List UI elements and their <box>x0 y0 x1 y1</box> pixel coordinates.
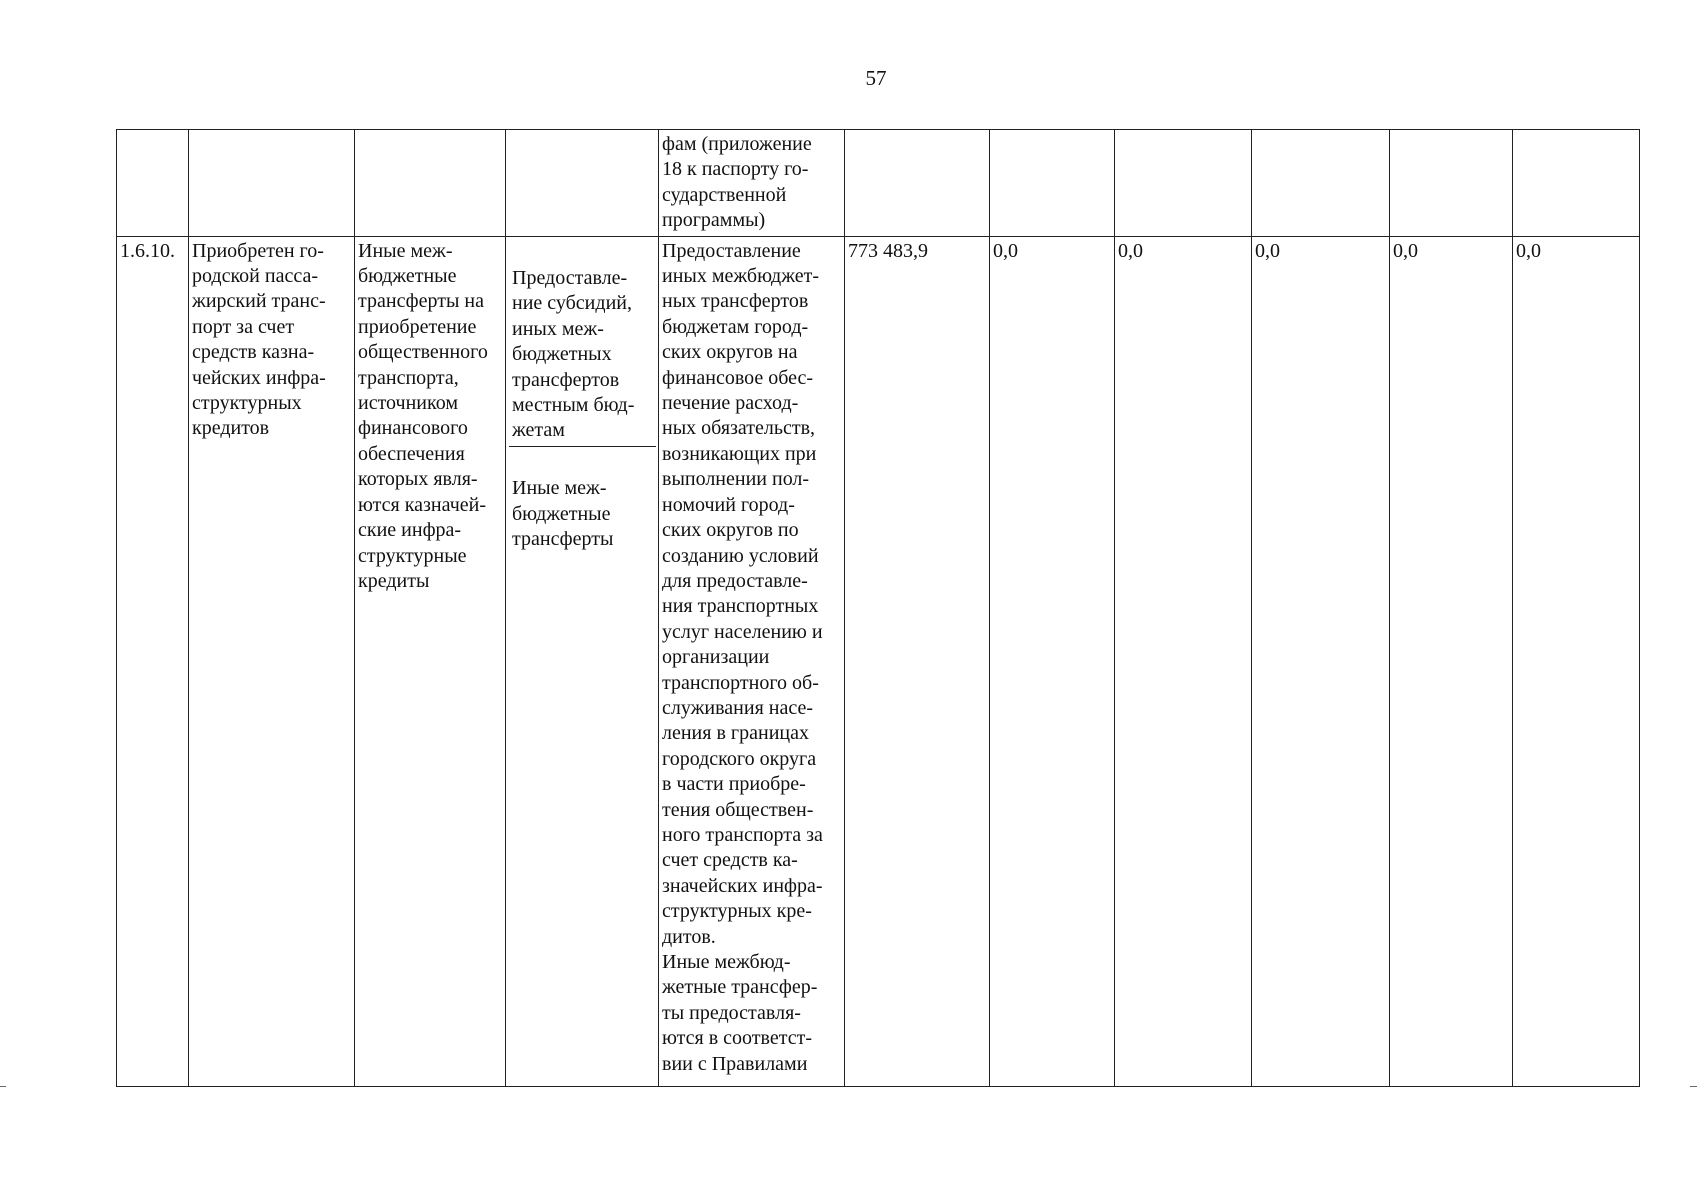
cell-event-empty <box>189 130 355 237</box>
cell-amount-3: 0,0 <box>1115 236 1252 1086</box>
cell-amount-2-empty <box>990 130 1115 237</box>
cell-amount-3-empty <box>1115 130 1252 237</box>
scan-edge-mark-left <box>0 1086 6 1087</box>
direction-other-transfers: Иные меж- бюджетные трансферты <box>512 477 614 551</box>
cell-direction <box>506 236 659 1086</box>
page-number: 57 <box>865 66 887 90</box>
cell-amount-total-empty <box>845 130 990 237</box>
cell-amount-6: 0,0 <box>1513 236 1640 1086</box>
cell-direction-empty <box>506 130 659 237</box>
cell-amount-4-empty <box>1252 130 1390 237</box>
cell-transfer-type: Иные меж- бюджетные трансферты на приобретение общественного транспорта, источником финансового обеспечения которых явля- ются казначей- ские инфра- структурные кредиты <box>355 236 506 1086</box>
table-row-1-6-10 <box>117 236 1640 1086</box>
cell-description-continuation: фам (приложение 18 к паспорту го- сударственной программы) <box>659 130 845 237</box>
scan-edge-mark-right <box>1690 1086 1697 1087</box>
cell-amount-5-empty <box>1390 130 1513 237</box>
program-activities-table <box>116 129 1640 1087</box>
cell-amount-2: 0,0 <box>990 236 1115 1086</box>
cell-item-number: 1.6.10. <box>117 236 189 1086</box>
cell-amount-total: 773 483,9 <box>845 236 990 1086</box>
continuation-row <box>117 130 1640 237</box>
cell-event-name: Приобретен го- родской пасса- жирский транс- порт за счет средств казна- чейских инфра- структурных кредитов <box>189 236 355 1086</box>
cell-amount-6-empty <box>1513 130 1640 237</box>
cell-description: Предоставление иных межбюджет- ных трансфертов бюджетам город- ских округов на финансовое обес- печение расход- ных обязательств, возникающих при выполнении пол- номочий город- ских округов по созданию условий для предоставле- ния транспортных услуг населению и организации транспортного об- служивания насе- ления в границах городского округа в части приобре- тения обществен- ного транспорта за счет средств ка- значейских инфра- структурных кре- дитов. Иные межбюд- жетные трансфер- ты предоставля- ются в соответст- вии с Правилами <box>659 236 845 1086</box>
cell-number-empty <box>117 130 189 237</box>
cell-transfer-type-empty <box>355 130 506 237</box>
cell-amount-4: 0,0 <box>1252 236 1390 1086</box>
direction-subsidies: Предоставле- ние субсидий, иных меж- бюджетных трансфертов местным бюд- жетам <box>509 264 656 447</box>
cell-amount-5: 0,0 <box>1390 236 1513 1086</box>
